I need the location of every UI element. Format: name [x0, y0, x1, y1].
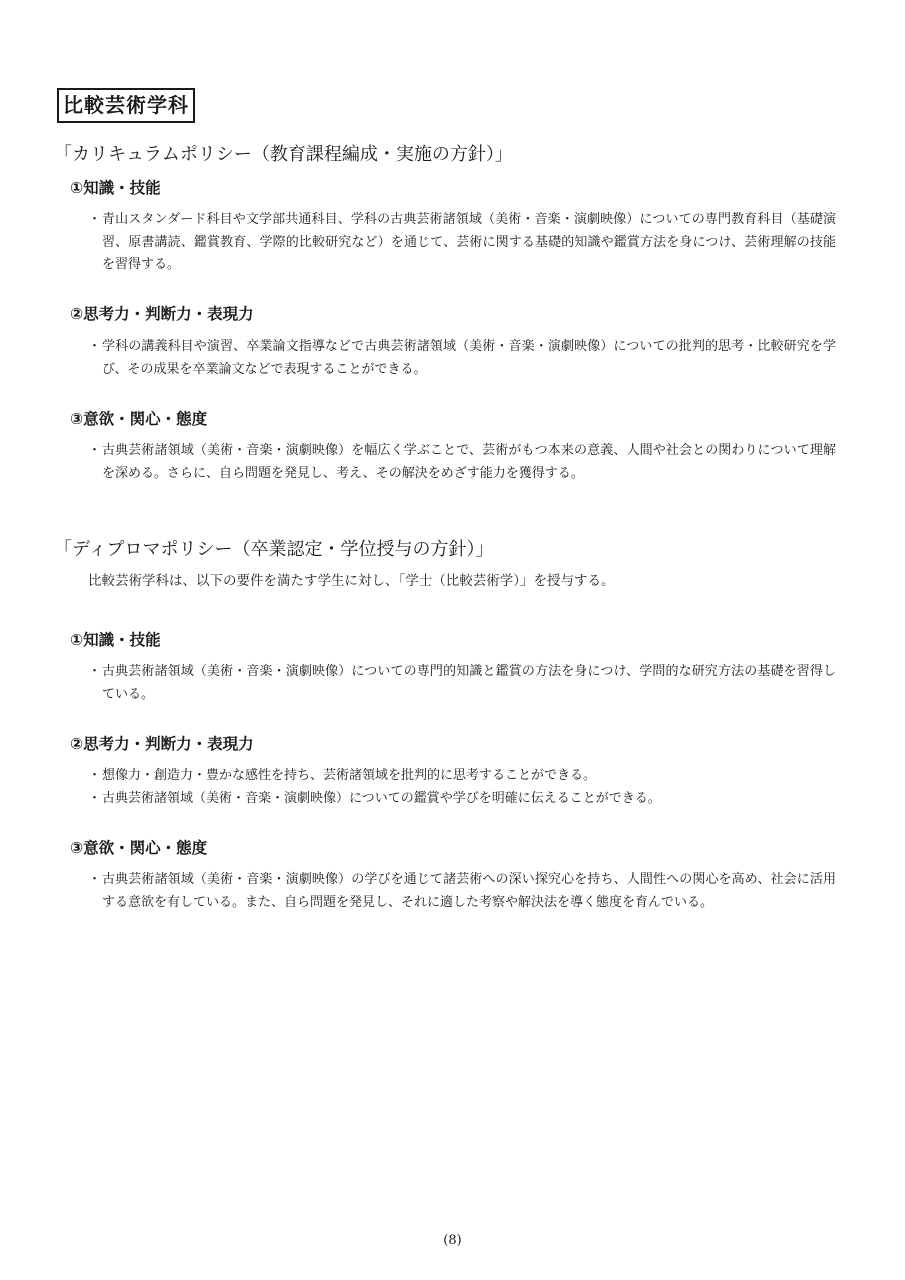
bullet-marker: ・	[88, 339, 102, 354]
page-number: (8)	[443, 1233, 462, 1248]
list-item	[88, 336, 836, 381]
department-title: 比較芸術学科	[57, 88, 195, 123]
list-item-text: 学科の講義科目や演習、卒業論文指導などで古典芸術諸領域（美術・音楽・演劇映像）についての批判的思考・比較研究を学び、その成果を卒業論文などで表現することができる。	[102, 339, 836, 377]
cp-heading-thinking-judgment-expression: ②思考力・判断力・表現力	[70, 305, 254, 323]
list-item	[88, 661, 836, 706]
cp-heading-knowledge-skills: ①知識・技能	[70, 179, 161, 197]
bullet-marker: ・	[88, 664, 102, 679]
cp-thinking-list	[88, 336, 836, 381]
bullet-marker: ・	[88, 768, 102, 783]
diploma-policy-intro: 比較芸術学科は、以下の要件を満たす学生に対し、「学士（比較芸術学）」を授与する。	[88, 573, 615, 589]
list-item-text: 古典芸術諸領域（美術・音楽・演劇映像）を幅広く学ぶことで、芸術がもつ本来の意義、人間や社会との関わりについて理解を深める。さらに、自ら問題を発見し、考え、その解決をめざす能力を獲得する。	[102, 443, 836, 481]
dp-knowledge-skills-list	[88, 661, 836, 706]
list-item	[88, 765, 836, 788]
dp-thinking-list	[88, 765, 836, 810]
list-item	[88, 788, 836, 811]
list-item-text: 古典芸術諸領域（美術・音楽・演劇映像）の学びを通じて諸芸術への深い探究心を持ち、人間性への関心を高め、社会に活用する意欲を有している。また、自ら問題を発見し、それに適した考察や解決法を導く態度を育んでいる。	[102, 872, 836, 910]
cp-heading-motivation-interest-attitude: ③意欲・関心・態度	[70, 410, 208, 428]
bullet-marker: ・	[88, 443, 102, 458]
list-item	[88, 440, 836, 485]
bullet-marker: ・	[88, 790, 102, 806]
cp-motivation-list	[88, 440, 836, 485]
cp-knowledge-skills-list	[88, 209, 836, 277]
curriculum-policy-title: 「カリキュラムポリシー（教育課程編成・実施の方針）」	[54, 144, 513, 165]
dp-heading-motivation-interest-attitude: ③意欲・関心・態度	[70, 839, 208, 857]
dp-heading-thinking-judgment-expression: ②思考力・判断力・表現力	[70, 735, 254, 753]
list-item	[88, 869, 836, 914]
bullet-marker: ・	[88, 872, 102, 887]
list-item-text: 古典芸術諸領域（美術・音楽・演劇映像）についての専門的知識と鑑賞の方法を身につけ、学問的な研究方法の基礎を習得している。	[102, 664, 836, 702]
list-item-text: 青山スタンダード科目や文学部共通科目、学科の古典芸術諸領域（美術・音楽・演劇映像）についての専門教育科目（基礎演習、原書講読、鑑賞教育、学際的比較研究など）を通じて、芸術に関する基礎的知識や鑑賞方法を身につけ、芸術理解の技能を習得する。	[102, 212, 836, 272]
dp-motivation-list	[88, 869, 836, 914]
list-item-text: 古典芸術諸領域（美術・音楽・演劇映像）についての鑑賞や学びを明確に伝えることができる。	[102, 790, 661, 806]
diploma-policy-title: 「ディプロマポリシー（卒業認定・学位授与の方針）」	[54, 539, 494, 560]
bullet-marker: ・	[88, 212, 102, 227]
list-item	[88, 209, 836, 277]
list-item-text: 想像力・創造力・豊かな感性を持ち、芸術諸領域を批判的に思考することができる。	[102, 768, 597, 783]
dp-heading-knowledge-skills: ①知識・技能	[70, 631, 161, 649]
